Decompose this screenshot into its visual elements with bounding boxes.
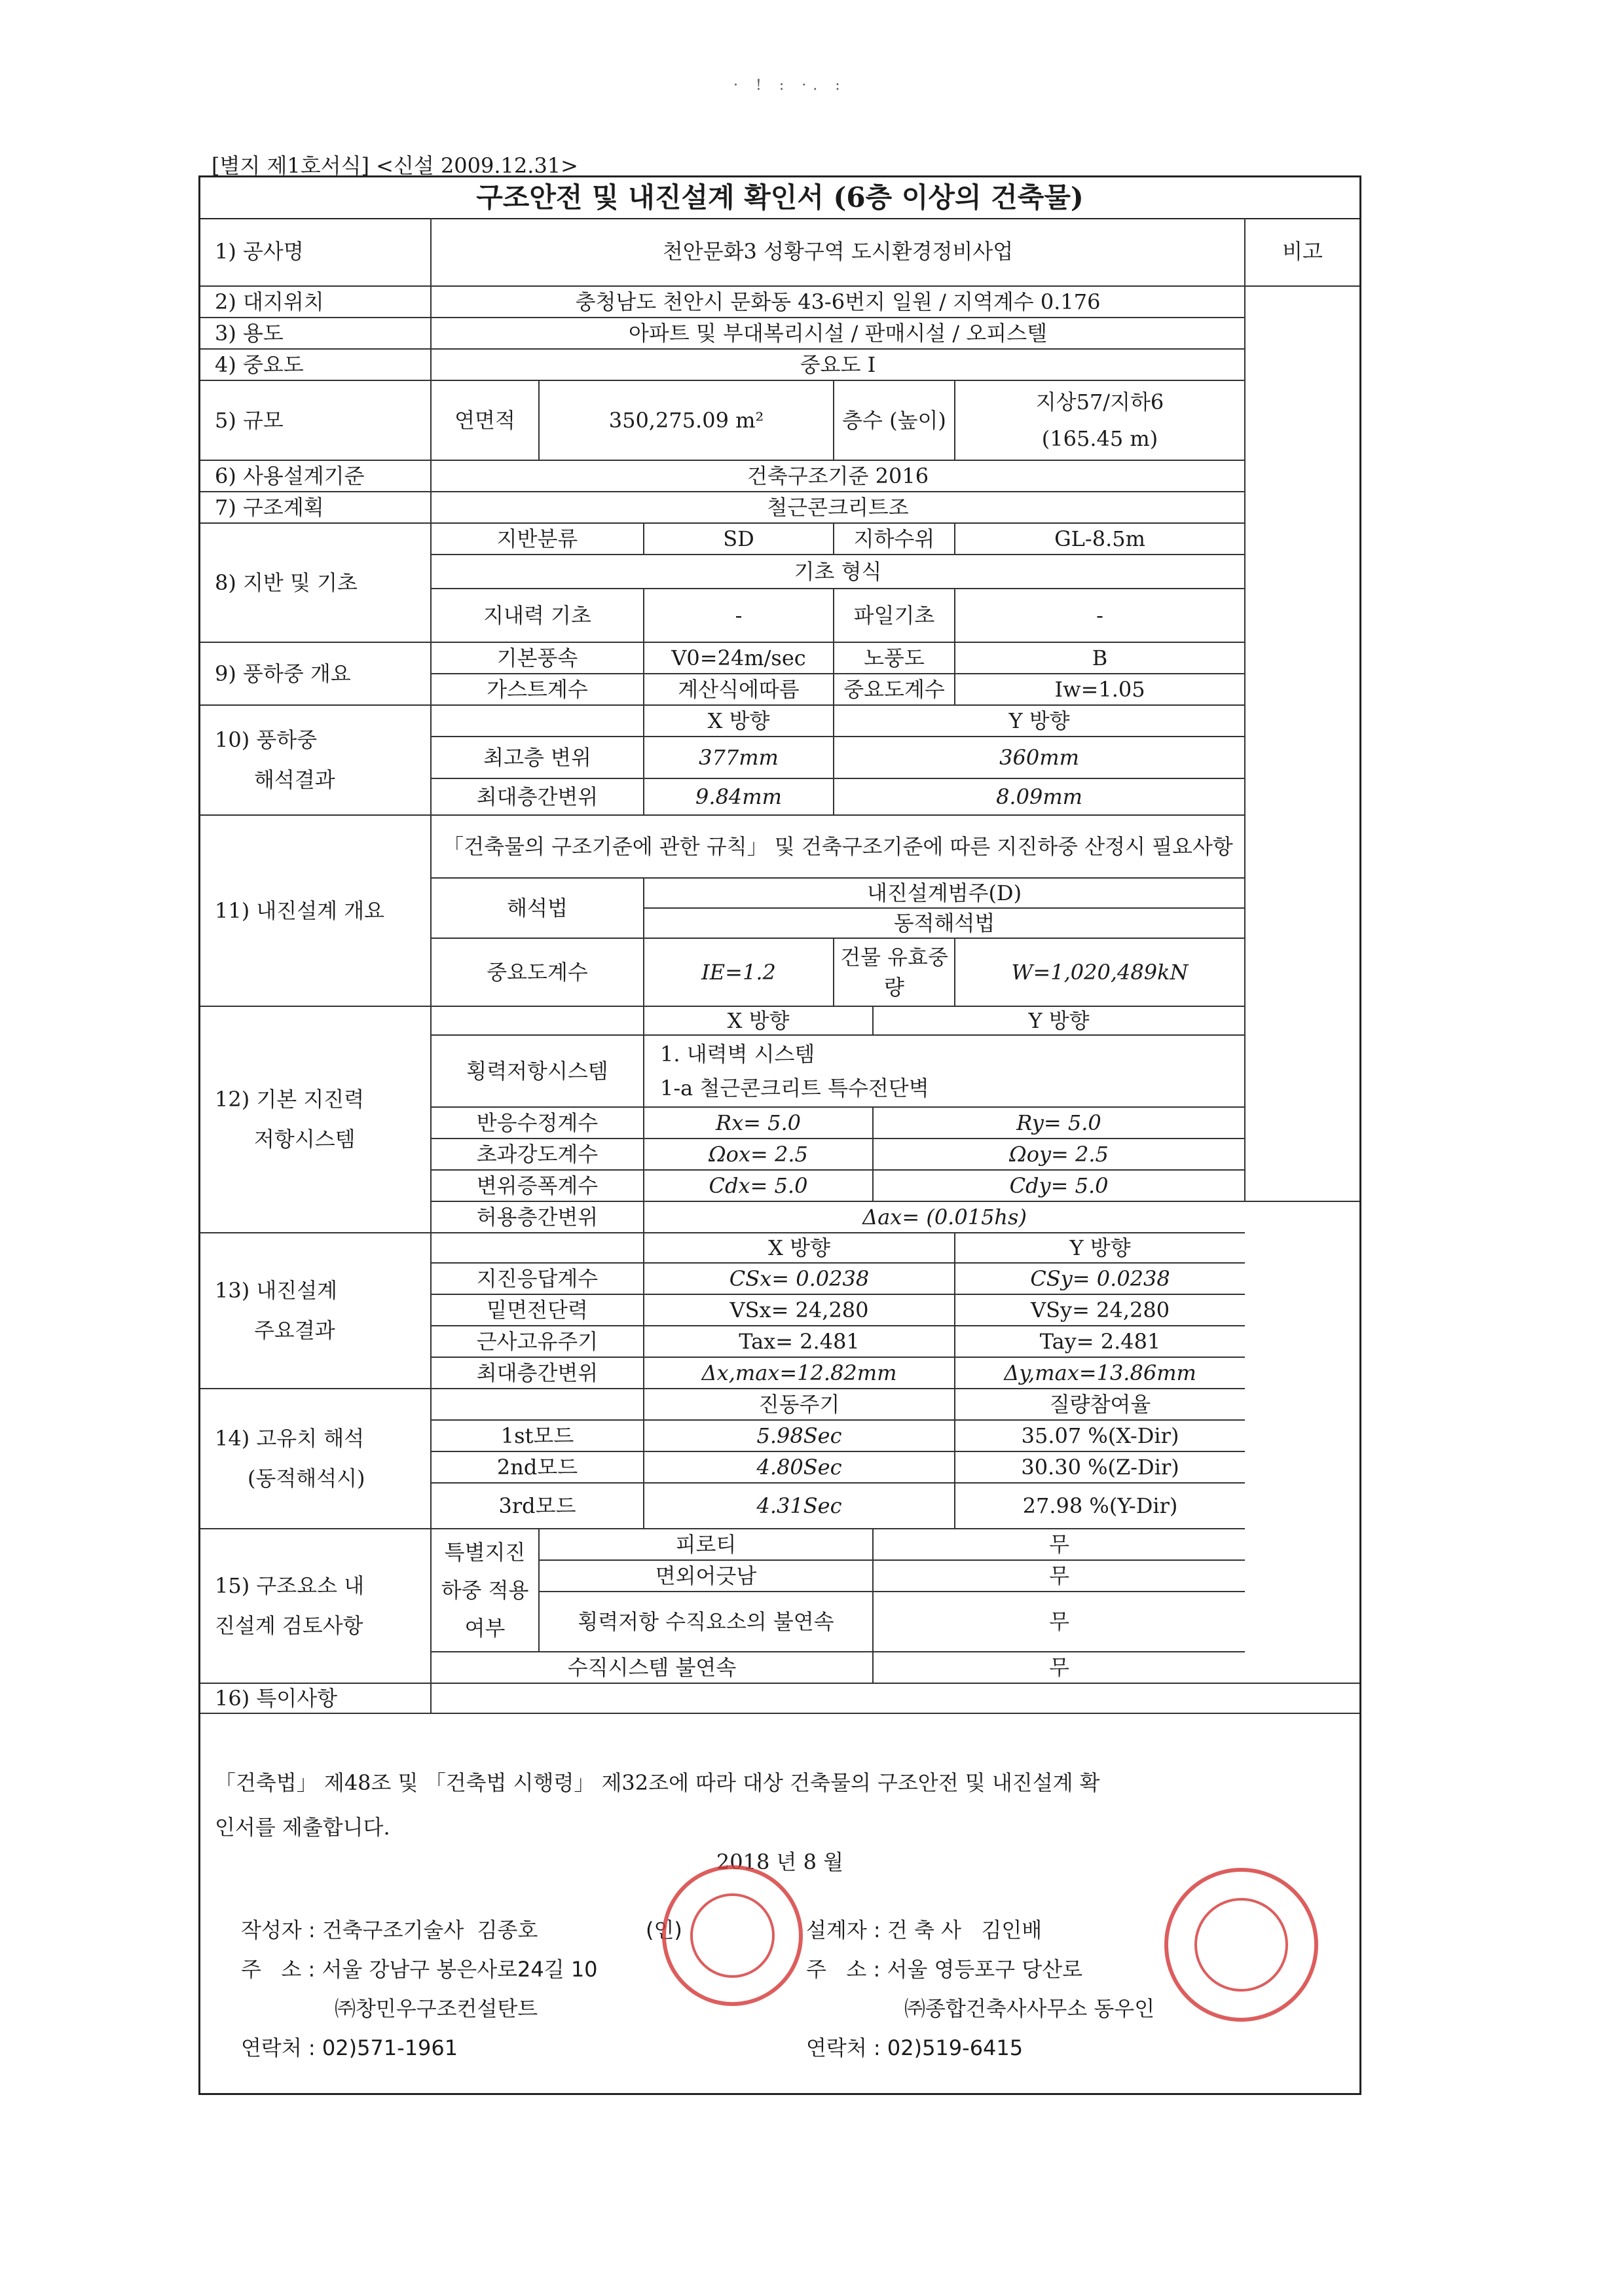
wind-importance-value: Iw=1.05 bbox=[955, 674, 1245, 705]
value: 건축구조기준 2016 bbox=[431, 460, 1245, 492]
bearing-label: 지내력 기초 bbox=[431, 589, 644, 642]
label-line-1: 14) 고유치 해석 bbox=[215, 1426, 365, 1451]
drift-label: 최대층간변위 bbox=[431, 778, 644, 815]
row-importance bbox=[200, 349, 1359, 380]
row-design-code bbox=[200, 460, 1359, 492]
special-load-label: 특별지진 하중 적용 여부 bbox=[431, 1529, 539, 1652]
label: 11) 내진설계 개요 bbox=[200, 815, 431, 1006]
mode-1-period: 5.98Sec bbox=[644, 1420, 955, 1451]
mode-3-label: 3rd모드 bbox=[431, 1483, 644, 1529]
cd-label: 변위증폭계수 bbox=[431, 1170, 644, 1201]
item-1: 피로티 bbox=[539, 1529, 873, 1560]
v-label: 밑면전단력 bbox=[431, 1294, 644, 1326]
mass-header: 질량참여율 bbox=[955, 1389, 1245, 1420]
y-direction: Y 방향 bbox=[955, 1233, 1245, 1263]
designer-address: 주 소 : 서울 영등포구 당산로 bbox=[806, 1957, 1083, 1982]
blank bbox=[431, 1389, 644, 1420]
author-seal-inner bbox=[690, 1893, 775, 1978]
label-line-1: 13) 내진설계 bbox=[215, 1278, 338, 1303]
label: 16) 특이사항 bbox=[200, 1683, 431, 1713]
row-site bbox=[200, 286, 1359, 318]
document-title: 구조안전 및 내진설계 확인서 (6층 이상의 건축물) bbox=[200, 177, 1359, 219]
seismic-category: 내진설계범주(D) bbox=[644, 878, 1245, 908]
label: 4) 중요도 bbox=[200, 349, 431, 380]
y-direction: Y 방향 bbox=[873, 1006, 1245, 1035]
mode-3-period: 4.31Sec bbox=[644, 1483, 955, 1529]
t-y: Tay= 2.481 bbox=[955, 1326, 1245, 1357]
label: 6) 사용설계기준 bbox=[200, 460, 431, 492]
value bbox=[431, 1683, 1359, 1713]
author-role: 작성자 : 건축구조기술사 김종호 bbox=[241, 1918, 538, 1942]
label-line-1: 15) 구조요소 내 bbox=[215, 1573, 365, 1599]
label-line-1: 12) 기본 지진력 bbox=[215, 1087, 365, 1112]
label bbox=[200, 1529, 431, 1683]
d-label: 최대층간변위 bbox=[431, 1357, 644, 1389]
r-label: 반응수정계수 bbox=[431, 1107, 644, 1139]
period-header: 진동주기 bbox=[644, 1389, 955, 1420]
top-label: 최고층 변위 bbox=[431, 737, 644, 778]
remark-cell bbox=[1245, 286, 1359, 1201]
foundation-label: 기초 형식 bbox=[431, 555, 1245, 589]
row-special-notes bbox=[200, 1683, 1359, 1713]
omega-y: Ωoy= 2.5 bbox=[873, 1139, 1245, 1170]
x-direction: X 방향 bbox=[644, 1006, 873, 1035]
t-label: 근사고유주기 bbox=[431, 1326, 644, 1357]
label-line-2: 해석결과 bbox=[254, 767, 335, 792]
ry: Ry= 5.0 bbox=[873, 1107, 1245, 1139]
d-x: Δx,max=12.82mm bbox=[644, 1357, 955, 1389]
label: 5) 규모 bbox=[200, 380, 431, 460]
label bbox=[200, 1389, 431, 1529]
allowable-value: Δax= (0.015hs) bbox=[644, 1201, 1245, 1233]
item-1-value: 무 bbox=[873, 1529, 1245, 1560]
cs-label: 지진응답계수 bbox=[431, 1263, 644, 1294]
row-eigen-header bbox=[200, 1389, 1359, 1420]
page-top-mark: · ! : ·. : bbox=[733, 77, 847, 94]
x-direction: X 방향 bbox=[644, 1233, 955, 1263]
form-header-note: [별지 제1호서식] <신설 2009.12.31> bbox=[212, 153, 578, 178]
label-line-2: 저항시스템 bbox=[254, 1127, 356, 1152]
designer-seal-inner bbox=[1194, 1898, 1288, 1992]
label: 8) 지반 및 기초 bbox=[200, 523, 431, 642]
cd-x: Cdx= 5.0 bbox=[644, 1170, 873, 1201]
item-2-value: 무 bbox=[873, 1560, 1245, 1592]
importance-label: 중요도계수 bbox=[431, 938, 644, 1006]
x-direction: X 방향 bbox=[644, 705, 834, 737]
omega-x: Ωox= 2.5 bbox=[644, 1139, 873, 1170]
form-frame bbox=[198, 175, 1361, 2095]
value: 중요도 I bbox=[431, 349, 1245, 380]
drift-x: 9.84mm bbox=[644, 778, 834, 815]
mode-2-label: 2nd모드 bbox=[431, 1451, 644, 1483]
pile-value: - bbox=[955, 589, 1245, 642]
area-value: 350,275.09 m² bbox=[539, 380, 834, 460]
label-line-2: 주요결과 bbox=[254, 1318, 335, 1343]
row-use bbox=[200, 318, 1359, 349]
exposure-label: 노풍도 bbox=[834, 642, 955, 674]
mode-2-period: 4.80Sec bbox=[644, 1451, 955, 1483]
row-seismic-result-header bbox=[200, 1233, 1359, 1263]
floors-value bbox=[955, 380, 1245, 460]
label: 7) 구조계획 bbox=[200, 492, 431, 523]
building-height: (165.45 m) bbox=[1041, 426, 1158, 451]
pile-label: 파일기초 bbox=[834, 589, 955, 642]
gust-value: 계산식에따름 bbox=[644, 674, 834, 705]
blank bbox=[431, 1006, 644, 1035]
label: 3) 용도 bbox=[200, 318, 431, 349]
mode-1-mass: 35.07 %(X-Dir) bbox=[955, 1420, 1245, 1451]
designer-phone: 연락처 : 02)519-6415 bbox=[806, 2035, 1024, 2060]
designer-role: 설계자 : 건 축 사 김인배 bbox=[806, 1918, 1043, 1942]
top-y: 360mm bbox=[834, 737, 1245, 778]
label-line-2: 진설계 검토사항 bbox=[215, 1613, 363, 1638]
y-direction: Y 방향 bbox=[834, 705, 1245, 737]
author-seal-stamp bbox=[662, 1865, 803, 2006]
v-y: VSy= 24,280 bbox=[955, 1294, 1245, 1326]
cs-x: CSx= 0.0238 bbox=[644, 1263, 955, 1294]
row-soil bbox=[200, 523, 1359, 555]
importance-value: IE=1.2 bbox=[644, 938, 834, 1006]
remark-header: 비고 bbox=[1245, 218, 1359, 286]
blank bbox=[431, 1233, 644, 1263]
item-3-value: 무 bbox=[873, 1592, 1245, 1652]
item-4-value: 무 bbox=[873, 1652, 1245, 1683]
t-x: Tax= 2.481 bbox=[644, 1326, 955, 1357]
value: 아파트 및 부대복리시설 / 판매시설 / 오피스텔 bbox=[431, 318, 1245, 349]
water-value: GL-8.5m bbox=[955, 523, 1245, 555]
weight-value: W=1,020,489kN bbox=[955, 938, 1245, 1006]
item-4: 수직시스템 불연속 bbox=[431, 1652, 873, 1683]
seismic-note: 「건축물의 구조기준에 관한 규칙」 및 건축구조기준에 따른 지진하중 산정시 필요사항 bbox=[431, 815, 1245, 878]
label bbox=[200, 1006, 431, 1233]
item-3: 횡력저항 수직요소의 불연속 bbox=[539, 1592, 873, 1652]
form-table bbox=[200, 218, 1359, 1714]
row-seismic-note bbox=[200, 815, 1359, 878]
author-company: ㈜창민우구조컨설탄트 bbox=[335, 1996, 538, 2021]
soil-label: 지반분류 bbox=[431, 523, 644, 555]
label-line-2: (동적해석시) bbox=[248, 1466, 365, 1491]
v-x: VSx= 24,280 bbox=[644, 1294, 955, 1326]
system-line-1: 1. 내력벽 시스템 bbox=[660, 1042, 815, 1066]
wind-importance-label: 중요도계수 bbox=[834, 674, 955, 705]
row-scale bbox=[200, 380, 1359, 460]
rx: Rx= 5.0 bbox=[644, 1107, 873, 1139]
value: 충청남도 천안시 문화동 43-6번지 일원 / 지역계수 0.176 bbox=[431, 286, 1245, 318]
designer-company: ㈜종합건축사사무소 동우인 bbox=[904, 1996, 1155, 2021]
d-y: Δy,max=13.86mm bbox=[955, 1357, 1245, 1389]
top-x: 377mm bbox=[644, 737, 834, 778]
author-address: 주 소 : 서울 강남구 봉은사로24길 10 bbox=[241, 1957, 598, 1982]
water-label: 지하수위 bbox=[834, 523, 955, 555]
gust-label: 가스트계수 bbox=[431, 674, 644, 705]
author-seal-mark: (인) bbox=[646, 1918, 682, 1942]
system-label: 횡력저항시스템 bbox=[431, 1035, 644, 1107]
wind-speed-value: V0=24m/sec bbox=[644, 642, 834, 674]
cd-y: Cdy= 5.0 bbox=[873, 1170, 1245, 1201]
row-element-1 bbox=[200, 1529, 1359, 1560]
floors-count: 지상57/지하6 bbox=[1035, 390, 1164, 414]
label-line-1: 10) 풍하중 bbox=[215, 727, 318, 753]
floors-label: 층수 (높이) bbox=[834, 380, 955, 460]
row-project-name bbox=[200, 218, 1359, 286]
author-phone: 연락처 : 02)571-1961 bbox=[241, 2035, 458, 2060]
system-line-2: 1-a 철근콘크리트 특수전단벽 bbox=[660, 1076, 929, 1101]
value: 철근콘크리트조 bbox=[431, 492, 1245, 523]
value: 천안문화3 성황구역 도시환경정비사업 bbox=[431, 218, 1245, 286]
mode-2-mass: 30.30 %(Z-Dir) bbox=[955, 1451, 1245, 1483]
analysis-method: 동적해석법 bbox=[644, 908, 1245, 938]
label bbox=[200, 705, 431, 815]
cs-y: CSy= 0.0238 bbox=[955, 1263, 1245, 1294]
drift-y: 8.09mm bbox=[834, 778, 1245, 815]
weight-label: 건물 유효중량 bbox=[834, 938, 955, 1006]
soil-value: SD bbox=[644, 523, 834, 555]
row-system-header bbox=[200, 1006, 1359, 1035]
allowable-label: 허용층간변위 bbox=[431, 1201, 644, 1233]
mode-1-label: 1st모드 bbox=[431, 1420, 644, 1451]
system-value bbox=[644, 1035, 1245, 1107]
wind-speed-label: 기본풍속 bbox=[431, 642, 644, 674]
method-label: 해석법 bbox=[431, 878, 644, 938]
item-2: 면외어긋남 bbox=[539, 1560, 873, 1592]
mode-3-mass: 27.98 %(Y-Dir) bbox=[955, 1483, 1245, 1529]
omega-label: 초과강도계수 bbox=[431, 1139, 644, 1170]
designer-seal-stamp bbox=[1164, 1868, 1318, 2022]
submission-statement: 「건축법」 제48조 및 「건축법 시행령」 제32조에 따라 대상 건축물의 구조안전 및 내진설계 확 인서를 제출합니다. bbox=[215, 1770, 1100, 1840]
label bbox=[200, 1233, 431, 1389]
label: 2) 대지위치 bbox=[200, 286, 431, 318]
row-wind-1 bbox=[200, 642, 1359, 674]
label: 1) 공사명 bbox=[200, 218, 431, 286]
blank bbox=[431, 705, 644, 737]
area-label: 연면적 bbox=[431, 380, 539, 460]
bearing-value: - bbox=[644, 589, 834, 642]
exposure-value: B bbox=[955, 642, 1245, 674]
row-wind-result-header bbox=[200, 705, 1359, 737]
row-structure bbox=[200, 492, 1359, 523]
label: 9) 풍하중 개요 bbox=[200, 642, 431, 705]
submission-date: 2018 년 8 월 bbox=[716, 1850, 844, 1874]
